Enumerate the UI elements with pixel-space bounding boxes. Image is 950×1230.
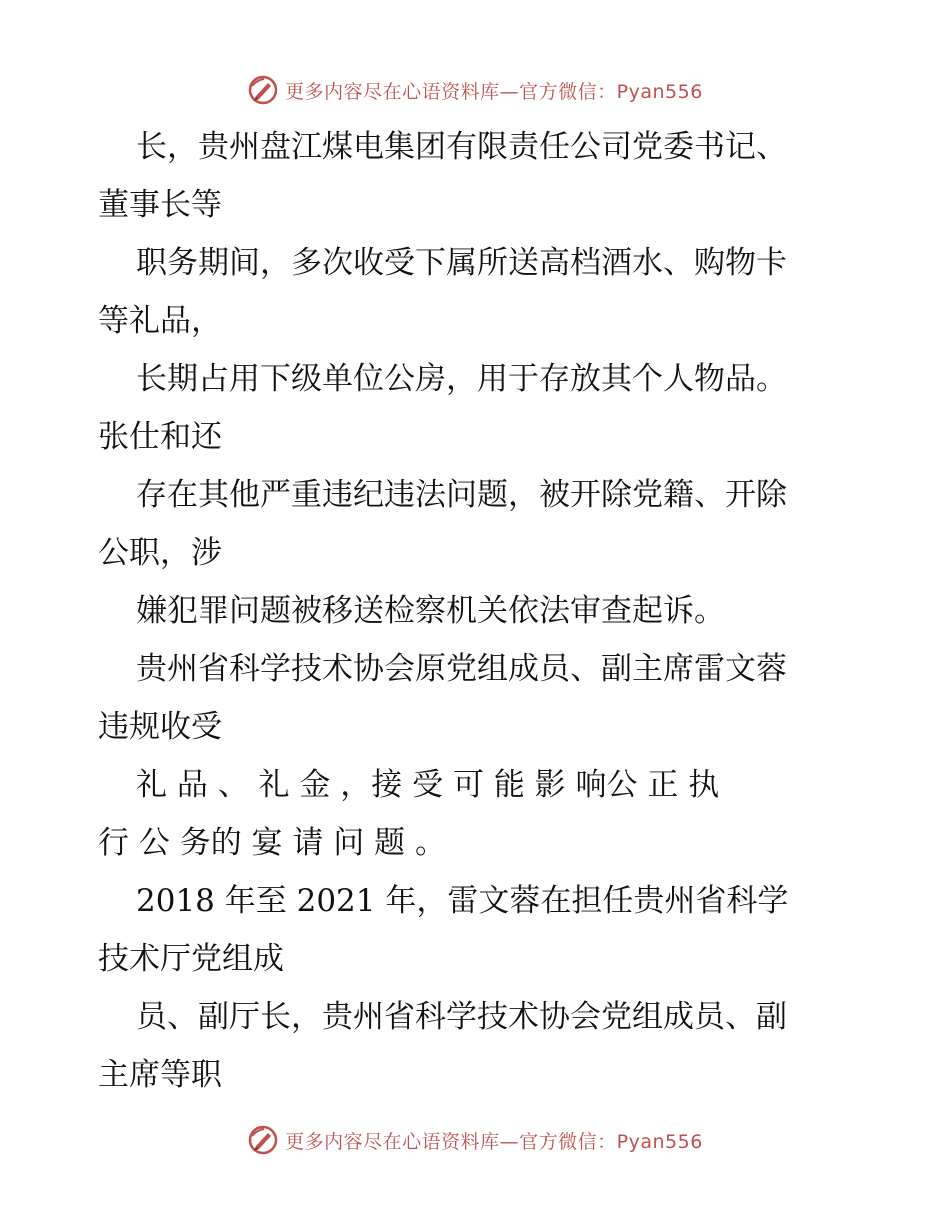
text-line: 张仕和还	[98, 419, 222, 455]
text-line: 2018 年至 2021 年，雷文蓉在担任贵州省科学	[136, 883, 789, 919]
text-line: 嫌犯罪问题被移送检察机关依法审查起诉。	[136, 593, 725, 629]
text-line: 职务期间，多次收受下属所送高档酒水、购物卡	[136, 245, 787, 281]
pen-in-circle-logo-icon	[247, 1124, 279, 1156]
footer-watermark	[0, 1120, 950, 1160]
text-line: 等礼品，	[98, 303, 222, 339]
watermark-text: 更多内容尽在心语资料库—官方微信：Pyan556	[285, 80, 703, 103]
text-line: 主席等职	[98, 1057, 222, 1093]
text-line: 礼 品 、 礼 金 ，接 受 可 能 影 响公 正 执	[136, 767, 720, 803]
text-line: 技术厅党组成	[98, 941, 284, 977]
text-line: 违规收受	[98, 709, 222, 745]
document-body	[98, 118, 858, 1104]
watermark-text: 更多内容尽在心语资料库—官方微信：Pyan556	[285, 1130, 703, 1153]
pen-in-circle-logo-icon	[247, 74, 279, 106]
text-line: 长期占用下级单位公房，用于存放其个人物品。	[136, 361, 787, 397]
header-watermark	[0, 70, 950, 110]
text-line: 董事长等	[98, 187, 222, 223]
text-line: 贵州省科学技术协会原党组成员、副主席雷文蓉	[136, 651, 787, 687]
text-line: 公职，涉	[98, 535, 222, 571]
text-line: 长，贵州盘江煤电集团有限责任公司党委书记、	[136, 129, 787, 165]
text-line: 行 公 务的 宴 请 问 题 。	[98, 825, 446, 861]
text-line: 存在其他严重违纪违法问题，被开除党籍、开除	[136, 477, 787, 513]
text-line: 员、副厅长，贵州省科学技术协会党组成员、副	[136, 999, 787, 1035]
